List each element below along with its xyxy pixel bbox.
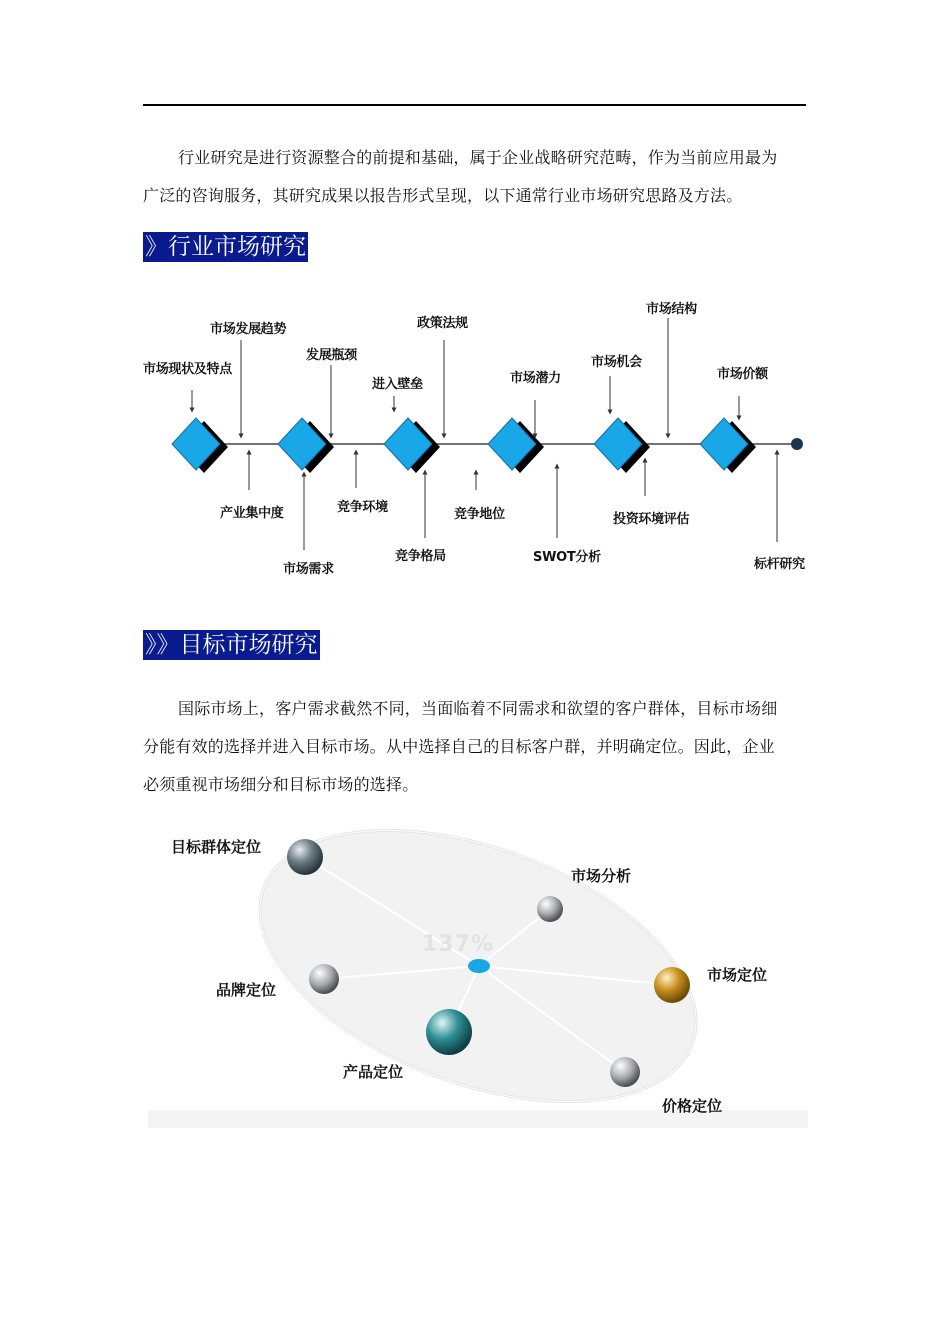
- diagram-center-dot: [468, 959, 490, 973]
- timeline-label-investment-env: 投资环境评估: [613, 512, 690, 527]
- timeline-label-benchmark: 标杆研究: [754, 557, 805, 572]
- intro-line-2: 广泛的咨询服务，其研究成果以报告形式呈现，以下通常行业市场研究思路及方法。: [143, 186, 743, 205]
- timeline-label-bottleneck: 发展瓶颈: [306, 348, 357, 363]
- diagram-center-text: 137%: [422, 932, 494, 957]
- timeline-label-swot: SWOT分析: [533, 550, 601, 565]
- sphere-brand: [309, 964, 339, 994]
- sphere-market-analysis: [537, 896, 563, 922]
- bubble-label-target-group: 目标群体定位: [171, 838, 262, 856]
- target-line-3: 必须重视市场细分和目标市场的选择。: [143, 775, 419, 794]
- sphere-market-position: [654, 967, 690, 1003]
- timeline-label-competition-env: 竞争环境: [337, 500, 388, 515]
- bubble-label-market-position: 市场定位: [707, 966, 768, 984]
- timeline-label-market-status: 市场现状及特点: [143, 362, 232, 377]
- target-line-1: 国际市场上，客户需求截然不同，当面临着不同需求和欲望的客户群体，目标市场细: [178, 699, 778, 718]
- timeline-label-entry-barrier: 进入壁垒: [372, 377, 423, 392]
- timeline-label-market-share: 市场价额: [717, 367, 768, 382]
- sphere-target-group: [287, 839, 323, 875]
- timeline-label-market-structure: 市场结构: [646, 302, 697, 317]
- section-heading-target: 》》目标市场研究: [145, 632, 318, 658]
- timeline-label-market-opportunity: 市场机会: [591, 355, 642, 370]
- timeline-label-concentration: 产业集中度: [220, 506, 284, 521]
- timeline-label-competition-pattern: 竞争格局: [395, 549, 446, 564]
- timeline-label-policy: 政策法规: [417, 316, 468, 331]
- target-line-2: 分能有效的选择并进入目标市场。从中选择自己的目标客户群，并明确定位。因此，企业: [143, 737, 775, 756]
- section-heading-industry: 》行业市场研究: [145, 234, 306, 260]
- intro-line-1: 行业研究是进行资源整合的前提和基础，属于企业战略研究范畴，作为当前应用最为: [178, 148, 778, 167]
- sphere-product: [426, 1009, 472, 1055]
- bubble-label-product: 产品定位: [343, 1063, 404, 1081]
- bubble-label-price: 价格定位: [662, 1097, 723, 1115]
- timeline-label-competition-position: 竞争地位: [454, 507, 505, 522]
- bubble-label-brand: 品牌定位: [216, 981, 277, 999]
- timeline-label-market-demand: 市场需求: [283, 562, 334, 577]
- sphere-price: [610, 1057, 640, 1087]
- timeline-label-market-trend: 市场发展趋势: [210, 322, 287, 337]
- timeline-label-market-potential: 市场潜力: [510, 371, 561, 386]
- bubble-label-market-analysis: 市场分析: [571, 867, 632, 885]
